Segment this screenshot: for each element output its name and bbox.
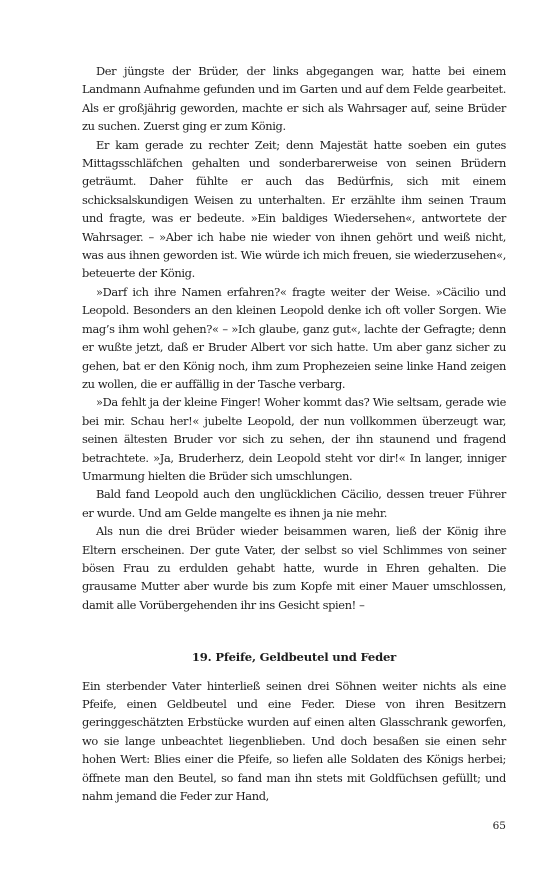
paragraph: Als nun die drei Brüder wieder beisammen waren, ließ der König ihre Eltern erscheinen. Der gute Vater, der selbst so viel Schlimmes von seiner bösen Frau zu erdulden gehabt hatte, wurde in Ehren gehalten. Die grausame Mutter aber wurde bis zum Kopfe mit einer Mauer umschlossen, damit alle Vorübergehenden ihr ins Gesicht spien! – — [82, 524, 506, 612]
paragraph: »Darf ich ihre Namen erfahren?« fragte weiter der Weise. »Cäcilio und Leopold. Besonders an den kleinen Leopold denke ich oft voller Sorgen. Wie mag’s ihm wohl gehen?« – »Ich glaube, ganz gut«, lachte der Gefragte; denn er wußte jetzt, daß er Bruder Albert vor sich hatte. Um aber ganz sicher zu gehen, bat er den König noch, ihm zum Prophezeien seine linke Hand zeigen zu wollen, die er auffällig in der Tasche verbarg. — [82, 284, 506, 391]
paragraph: Der jüngste der Brüder, der links abgegangen war, hatte bei einem Landmann Aufnahme gefunden und im Garten und auf dem Felde gearbeitet. Als er großjährig geworden, machte er sich als Wahrsager auf, seine Brüder zu suchen. Zuerst ging er zum König. — [82, 64, 506, 134]
paragraph: Er kam gerade zu rechter Zeit; denn Majestät hatte soeben ein gutes Mittagsschläfchen gehalten und sonderbarerweise von seinen Brüdern geträumt. Daher fühlte er auch das Bedürfnis, sich mit einem schicksalskundigen Weisen zu unterhalten. Er erzählte ihm seinen Traum und fragte, was er bedeute. »Ein baldiges Wiedersehen«, antwortete der Wahrsager. – »Aber ich habe nie wieder von ihnen gehört und weiß nicht, was aus ihnen geworden ist. Wie würde ich mich freuen, sie wiederzusehen«, beteuerte der König. — [82, 137, 506, 281]
section-heading: 19. Pfeife, Geldbeutel und Feder — [191, 650, 397, 665]
paragraph: Ein sterbender Vater hinterließ seinen drei Söhnen weiter nichts als eine Pfeife, einen Geldbeutel und eine Feder. Diese von ihren Besitzern geringgeschätzten Erbstücke wurden auf einen alten Glasschrank geworfen, wo sie lange unbeachtet liegenblieben. Und doch besaßen sie einen sehr hohen Wert: Blies einer die Pfeife, so liefen alle Soldaten des Königs herbei; öffnete man den Beutel, so fand man ihn stets mit Goldfüchsen gefüllt; und nahm jemand die Feder zur Hand, — [82, 678, 506, 804]
page-number: 65 — [492, 820, 506, 832]
page-body — [82, 62, 506, 805]
paragraph: »Da fehlt ja der kleine Finger! Woher kommt das? Wie seltsam, gerade wie bei mir. Schau her!« jubelte Leopold, der nun vollkommen überzeugt war, seinen ältesten Bruder vor sich zu sehen, der ihn staunend und fragend betrachtete. »Ja, Bruderherz, dein Leopold steht vor dir!« In langer, inniger Umarmung hielten die Brüder sich umschlungen. — [82, 395, 506, 483]
paragraph: Bald fand Leopold auch den unglücklichen Cäcilio, dessen treuer Führer er wurde. Und am Gelde mangelte es ihnen ja nie mehr. — [82, 487, 506, 520]
